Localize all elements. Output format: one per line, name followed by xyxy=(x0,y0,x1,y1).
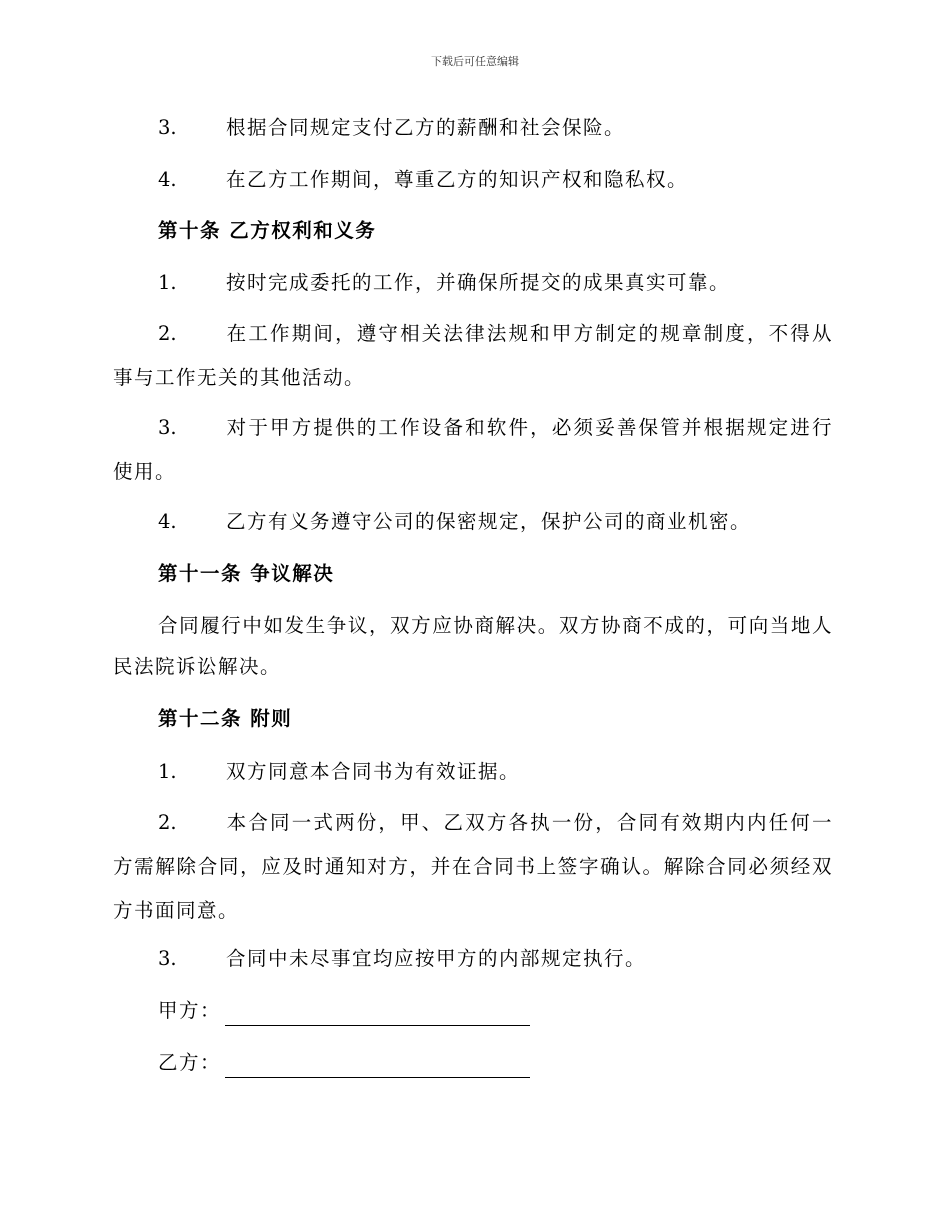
item-text: 本合同一式两份，甲、乙双方各执一份，合同有效期内内任何一方需解除合同，应及时通知对方，并在合同书上签字确认。解除合同必须经双方书面同意。 xyxy=(113,811,833,922)
item-text: 双方同意本合同书为有效证据。 xyxy=(226,760,521,783)
item-text: 在乙方工作期间，尊重乙方的知识产权和隐私权。 xyxy=(226,168,689,191)
page-header: 下载后可任意编辑 xyxy=(431,55,519,68)
section-heading-art10: 第十条 乙方权利和义务 xyxy=(158,219,377,242)
item-number: 3. xyxy=(158,947,177,970)
section-heading-art11: 第十一条 争议解决 xyxy=(158,562,335,585)
list-item xyxy=(113,406,833,494)
item-number: 2. xyxy=(158,811,177,834)
list-item xyxy=(113,750,833,794)
list-item xyxy=(113,261,833,305)
signature-party-b xyxy=(158,1048,530,1078)
item-text: 合同中未尽事宜均应按甲方的内部规定执行。 xyxy=(226,947,647,970)
list-item xyxy=(113,937,833,981)
item-number: 3. xyxy=(158,416,177,439)
item-text: 按时完成委托的工作，并确保所提交的成果真实可靠。 xyxy=(226,271,731,294)
paragraph: 合同履行中如发生争议，双方应协商解决。双方协商不成的，可向当地人民法院诉讼解决。 xyxy=(113,614,833,678)
signature-label: 乙方： xyxy=(158,1051,222,1074)
item-text: 在工作期间，遵守相关法律法规和甲方制定的规章制度，不得从事与工作无关的其他活动。 xyxy=(113,322,833,389)
item-text: 乙方有义务遵守公司的保密规定，保护公司的商业机密。 xyxy=(226,510,752,533)
item-text: 对于甲方提供的工作设备和软件，必须妥善保管并根据规定进行使用。 xyxy=(113,416,833,483)
item-number: 2. xyxy=(158,322,177,345)
item-number: 4. xyxy=(158,510,177,533)
section-heading-art12: 第十二条 附则 xyxy=(158,707,293,730)
signature-label: 甲方： xyxy=(158,999,222,1022)
item-number: 1. xyxy=(158,760,177,783)
item-text: 根据合同规定支付乙方的薪酬和社会保险。 xyxy=(226,116,626,139)
list-item xyxy=(113,801,833,933)
signature-line xyxy=(225,1003,530,1026)
signature-line xyxy=(225,1055,530,1078)
list-item xyxy=(113,158,833,202)
item-number: 3. xyxy=(158,116,177,139)
signature-party-a xyxy=(158,996,530,1026)
list-item xyxy=(113,106,833,150)
item-number: 1. xyxy=(158,271,177,294)
list-item xyxy=(113,500,833,544)
list-item xyxy=(113,312,833,400)
item-number: 4. xyxy=(158,168,177,191)
